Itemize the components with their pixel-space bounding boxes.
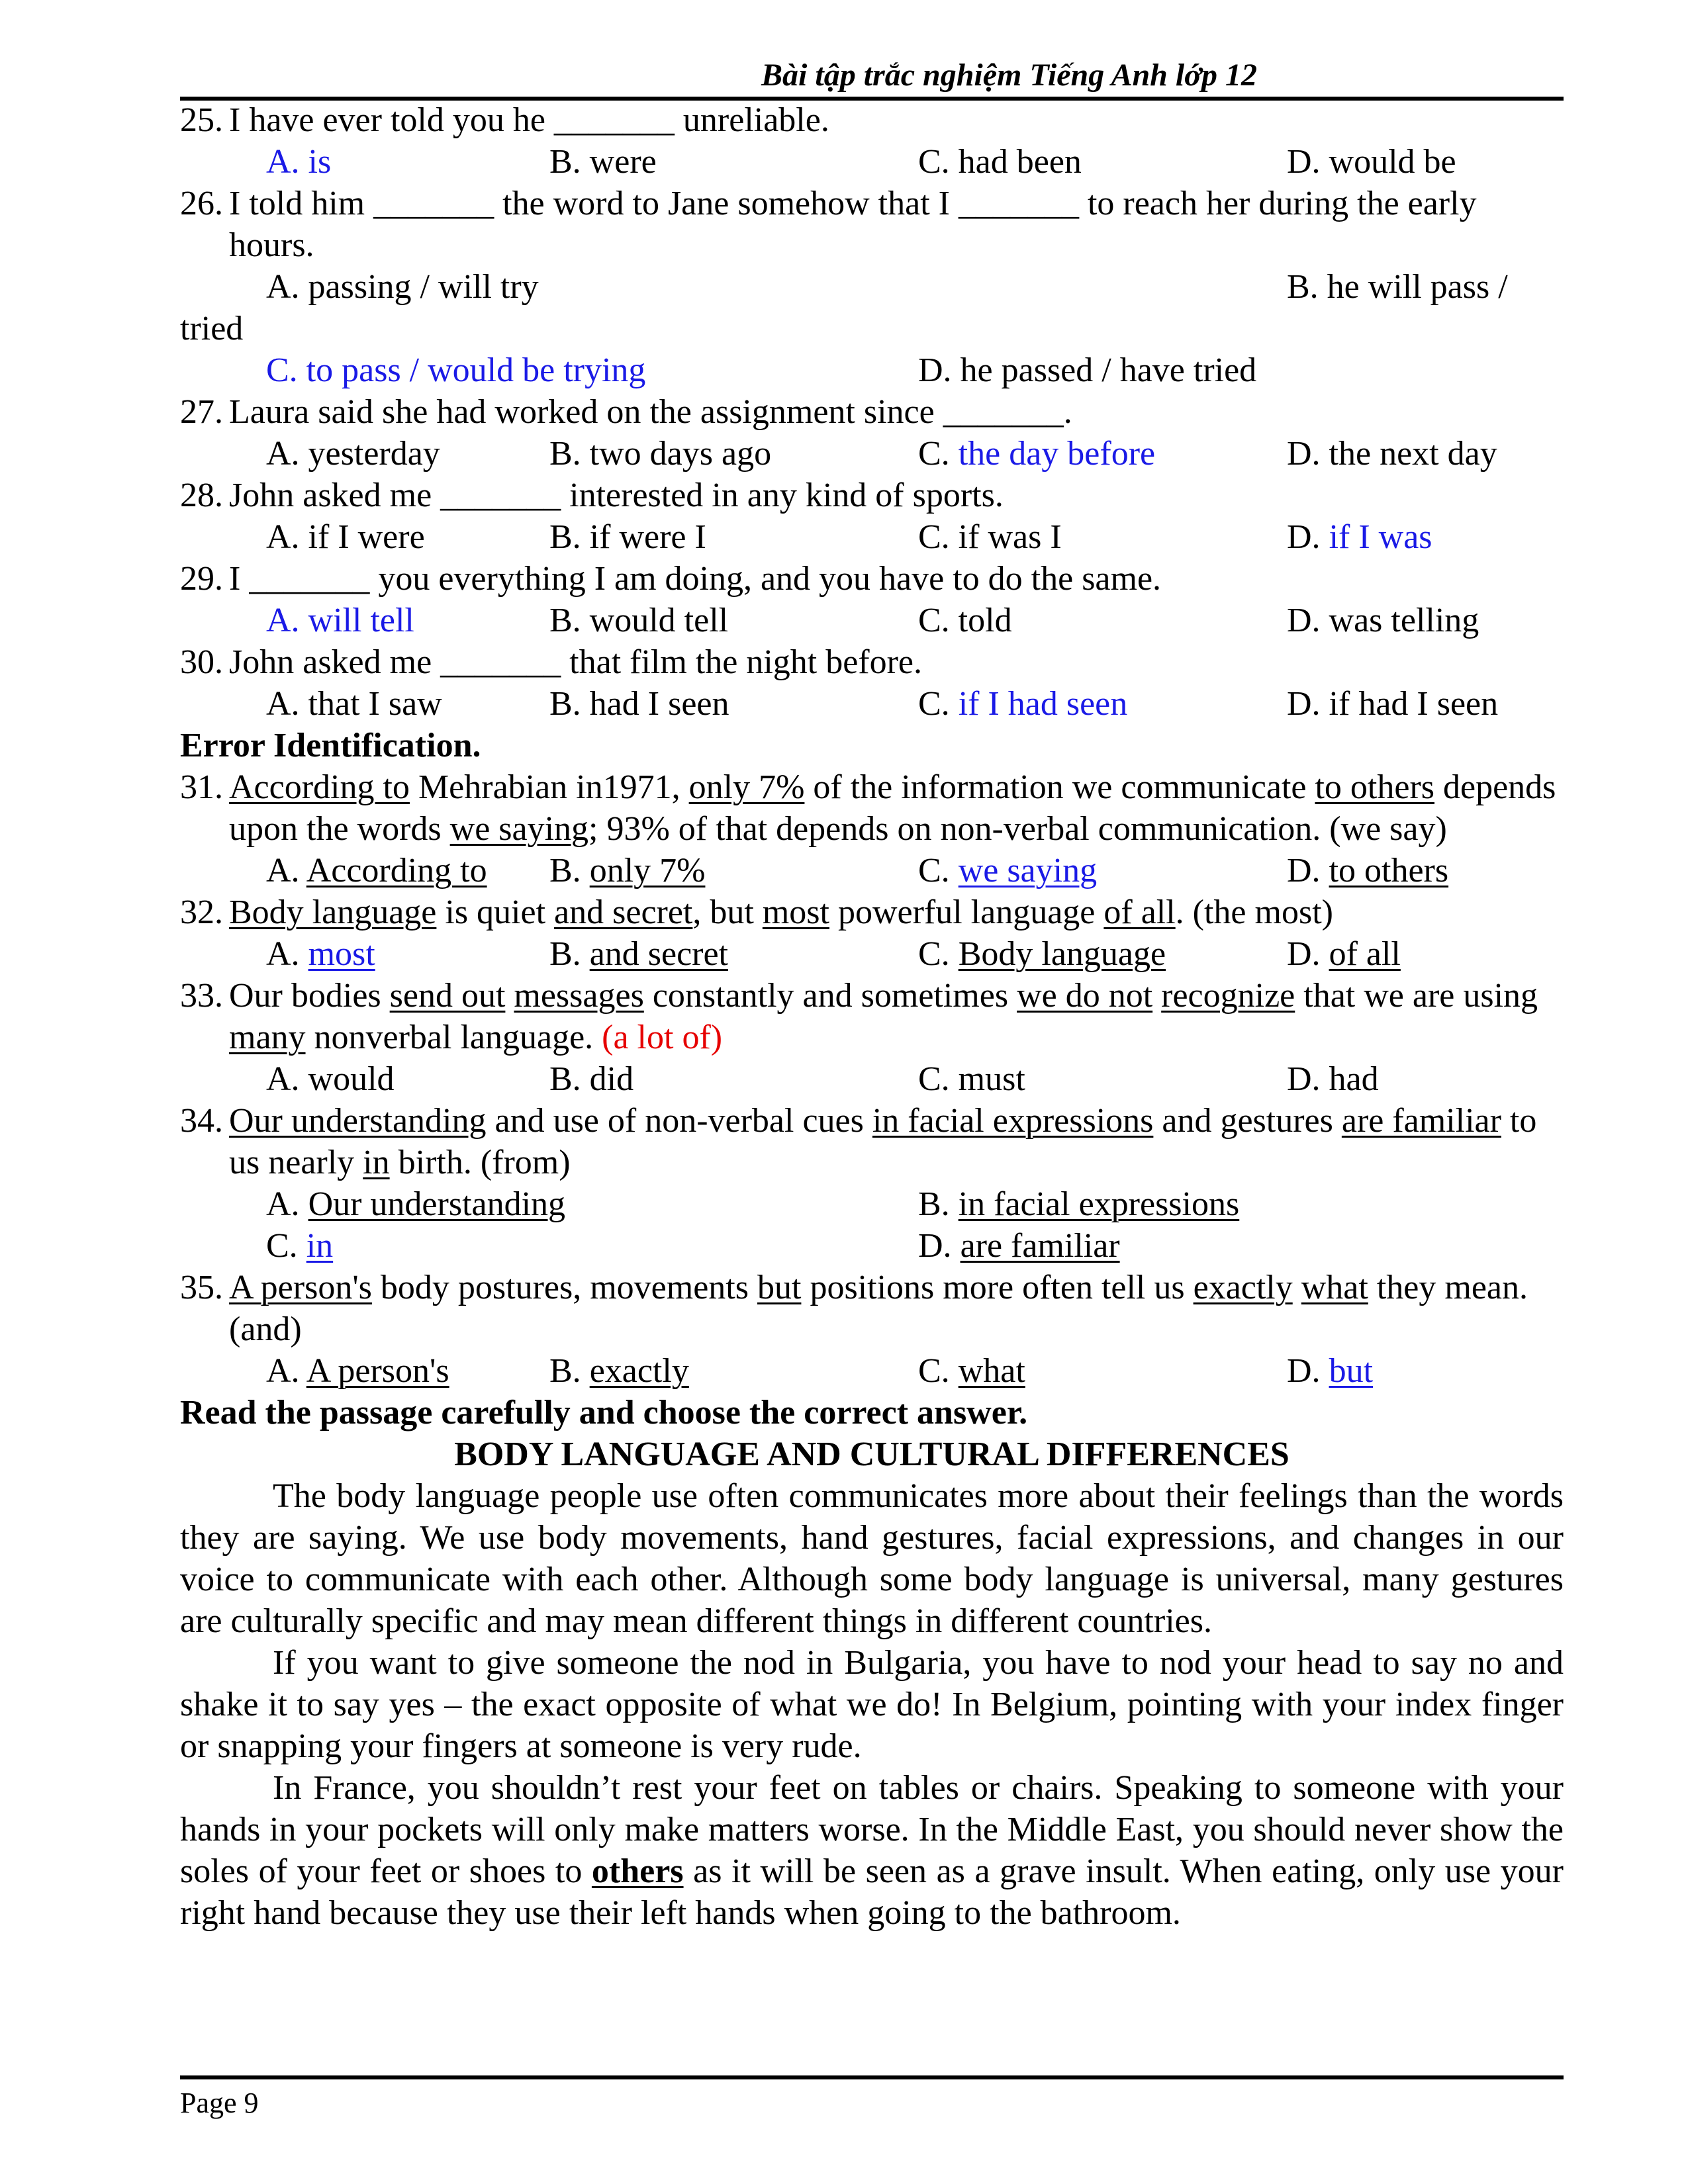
question-stem: I _______ you everything I am doing, and you have to do the same. [229,560,1162,598]
option-letter: D. [1287,852,1321,889]
underlined-part: we do not [1017,977,1153,1015]
options-31 [180,850,1564,891]
stem-text: and gestures [1153,1102,1342,1140]
option-a: A. passing / will try [266,268,539,306]
option-d [1287,850,1448,891]
question-stem: I have ever told you he _______ unreliable. [229,101,829,139]
stem-text: constantly and sometimes [643,977,1017,1015]
stem-text: of the information we communicate [804,768,1315,806]
passage-paragraph-1: The body language people use often communicates more about their feelings than the words they are saying. We use body movements, hand gestures, facial expressions, and changes in our voice to communicate with each other. Although some body language is universal, many gestures are culturally specific and may mean different things in different countries. [180,1477,1564,1640]
stem-text: Mehrabian in1971, [409,768,689,806]
option-letter: C. [918,852,950,889]
option-letter: C. [918,1352,950,1390]
underlined-part: messages [514,977,644,1015]
underlined-part: A person's [229,1269,372,1306]
option-d [1287,516,1432,558]
option-letter: A. [266,1185,300,1223]
option-c [918,933,1166,975]
option-letter: B. [918,1185,950,1223]
option-letter: B. [549,1352,581,1390]
question-33 [180,975,1564,1058]
option-c [918,850,1097,891]
option-a [266,933,375,975]
option-text: A person's [306,1352,449,1390]
option-letter: A. [266,1352,300,1390]
option-letter: A. [266,935,300,973]
option-d [1287,933,1401,975]
question-stem: John asked me _______ that film the night before. [229,643,923,681]
options-27 [180,433,1564,475]
underlined-part: many [229,1019,306,1056]
underlined-part: only 7% [688,768,805,806]
question-25 [180,99,1564,141]
option-c: C. had been [918,143,1082,181]
stem-text: positions more often tell us [801,1269,1194,1306]
option-a: A. if I were [266,518,425,556]
options-29 [180,600,1564,641]
option-d: D. he passed / have tried [918,351,1257,389]
underlined-part: According to [229,768,410,806]
option-b: B. he will pass / [1287,268,1508,306]
stem-text: and use of non-verbal cues [486,1102,872,1140]
options-25 [180,141,1564,183]
option-d: D. had [1287,1060,1379,1098]
underlined-part: we saying [449,810,589,848]
underlined-part: in [363,1144,390,1181]
option-text: only 7% [589,852,706,889]
question-29 [180,558,1564,600]
option-a: A. will tell [266,602,414,639]
question-number: 33. [180,977,223,1015]
section-heading-reading: Read the passage carefully and choose the correct answer. [180,1394,1028,1432]
question-stem: John asked me _______ interested in any kind of sports. [229,477,1004,514]
question-35 [180,1267,1564,1350]
question-number: 27. [180,393,223,431]
option-c [918,433,1155,475]
question-number: 32. [180,893,223,931]
header-title: Bài tập trắc nghiệm Tiếng Anh lớp 12 [761,58,1257,93]
option-letter: B. [549,935,581,973]
option-text: Body language [958,935,1166,973]
option-b [549,933,728,975]
passage-title: BODY LANGUAGE AND CULTURAL DIFFERENCES [454,1435,1289,1473]
option-a [266,1183,565,1225]
option-d [918,1225,1120,1267]
option-a [266,850,487,891]
option-a: A. that I saw [266,685,442,723]
question-number: 34. [180,1102,223,1140]
page-content [180,99,1564,1934]
options-30 [180,683,1564,725]
option-letter: D. [918,1227,952,1265]
stem-text: powerful language [829,893,1104,931]
stem-text: body postures, movements [371,1269,757,1306]
option-d: D. would be [1287,143,1456,181]
option-c: C. if was I [918,518,1062,556]
question-32 [180,891,1564,933]
option-b-continuation: tried [180,310,244,347]
underlined-part: of all [1103,893,1176,931]
option-letter: C. [266,1227,298,1265]
option-c [918,1350,1025,1392]
stem-text: nonverbal language. [305,1019,602,1056]
option-text: of all [1329,935,1401,973]
option-a: A. yesterday [266,435,440,473]
option-text: in [306,1227,334,1265]
option-d [1287,1350,1373,1392]
stem-text [1293,1269,1301,1306]
option-c: C. to pass / would be trying [266,351,646,389]
passage-paragraph-3 [180,1767,1564,1934]
option-text: Our understanding [308,1185,566,1223]
option-c [266,1225,333,1267]
question-stem: I told him _______ the word to Jane somehow that I _______ to reach her during the early hours. [229,185,1477,264]
option-text: most [308,935,375,973]
option-letter: C. [918,935,950,973]
stem-text: Our bodies [229,977,390,1015]
page-number: Page 9 [180,2087,259,2119]
underlined-part: and secret [554,893,693,931]
option-text: what [958,1352,1025,1390]
underlined-part: in facial expressions [872,1102,1154,1140]
underlined-part: send out [389,977,506,1015]
option-b [918,1183,1239,1225]
stem-text: depends upon the words [229,768,1556,848]
question-31 [180,766,1564,850]
option-letter: A. [266,852,300,889]
option-b: B. were [549,143,657,181]
stem-text: is quiet [436,893,555,931]
options-28 [180,516,1564,558]
section-heading-error-identification: Error Identification. [180,727,481,764]
option-text: if I had seen [958,685,1128,723]
option-letter: C. [918,685,950,723]
stem-text: birth. (from) [389,1144,571,1181]
question-27 [180,391,1564,433]
option-d: D. the next day [1287,435,1497,473]
question-stem: Laura said she had worked on the assignment since _______. [229,393,1072,431]
question-number: 30. [180,643,223,681]
option-a [266,1350,449,1392]
option-b: B. two days ago [549,435,772,473]
underlined-part: are familiar [1341,1102,1501,1140]
stem-text: . (the most) [1175,893,1333,931]
underlined-part: what [1301,1269,1368,1306]
question-number: 29. [180,560,223,598]
option-c [918,683,1127,725]
option-text: exactly [589,1352,689,1390]
footer-rule [180,2075,1564,2079]
options-35 [180,1350,1564,1392]
option-letter: D. [1287,935,1321,973]
underlined-part: exactly [1193,1269,1293,1306]
underlined-part: but [757,1269,802,1306]
option-text: to others [1329,852,1449,889]
question-30 [180,641,1564,683]
option-text: According to [306,852,487,889]
option-b: B. had I seen [549,685,729,723]
option-text: the day before [958,435,1156,473]
question-34 [180,1100,1564,1183]
option-letter: B. [549,852,581,889]
question-number: 28. [180,477,223,514]
option-letter: D. [1287,1352,1321,1390]
passage-highlighted-word: others [591,1852,684,1890]
options-32 [180,933,1564,975]
option-d: D. was telling [1287,602,1479,639]
stem-text: , but [692,893,763,931]
question-26 [180,183,1564,266]
underlined-part: Our understanding [229,1102,487,1140]
options-26-row1 [180,266,1564,308]
question-number: 26. [180,185,223,222]
option-b [549,1350,689,1392]
passage-paragraph-2: If you want to give someone the nod in Bulgaria, you have to nod your head to say no and shake it to say yes – the exact opposite of what we do! In Belgium, pointing with your index finger or snapping your fingers at someone is very rude. [180,1644,1564,1765]
option-c: C. must [918,1060,1025,1098]
stem-text [1152,977,1161,1015]
question-number: 25. [180,101,223,139]
correction-note: (a lot of) [602,1019,723,1056]
stem-text [505,977,514,1015]
option-b: B. if were I [549,518,706,556]
option-text: and secret [589,935,729,973]
passage-text: In France, you shouldn’t rest your feet on tables or chairs. Speaking to someone with your hands in your pockets will only make matters worse. In the Middle East, you should never show the soles of your feet or shoes to [180,1769,1564,1890]
stem-text: ; 93% of that depends on non-verbal communication. (we say) [588,810,1447,848]
option-a: A. is [266,143,332,181]
underlined-part: Body language [229,893,437,931]
question-number: 35. [180,1269,223,1306]
question-28 [180,475,1564,516]
option-text: we saying [958,852,1098,889]
option-d: D. if had I seen [1287,685,1499,723]
option-letter: D. [1287,518,1321,556]
option-b: B. would tell [549,602,729,639]
options-26-row2 [180,349,1564,391]
stem-text: that we are using [1295,977,1538,1015]
underlined-part: to others [1315,768,1435,806]
passage-text: as it will be seen as a grave insult. When eating, only use your right hand because they use their left hands when going to the bathroom. [180,1852,1564,1932]
stem-text: to us nearly [229,1102,1537,1181]
option-text: are familiar [960,1227,1120,1265]
underlined-part: most [762,893,829,931]
option-a: A. would [266,1060,395,1098]
option-text: if I was [1329,518,1432,556]
underlined-part: recognize [1161,977,1295,1015]
question-number: 31. [180,768,223,806]
stem-text: they mean. (and) [229,1269,1528,1348]
options-34-row2 [180,1225,1564,1267]
options-33 [180,1058,1564,1100]
option-b: B. did [549,1060,634,1098]
option-text: but [1329,1352,1374,1390]
option-letter: C. [918,435,950,473]
option-c: C. told [918,602,1012,639]
option-text: in facial expressions [958,1185,1240,1223]
options-34-row1 [180,1183,1564,1225]
option-b [549,850,705,891]
